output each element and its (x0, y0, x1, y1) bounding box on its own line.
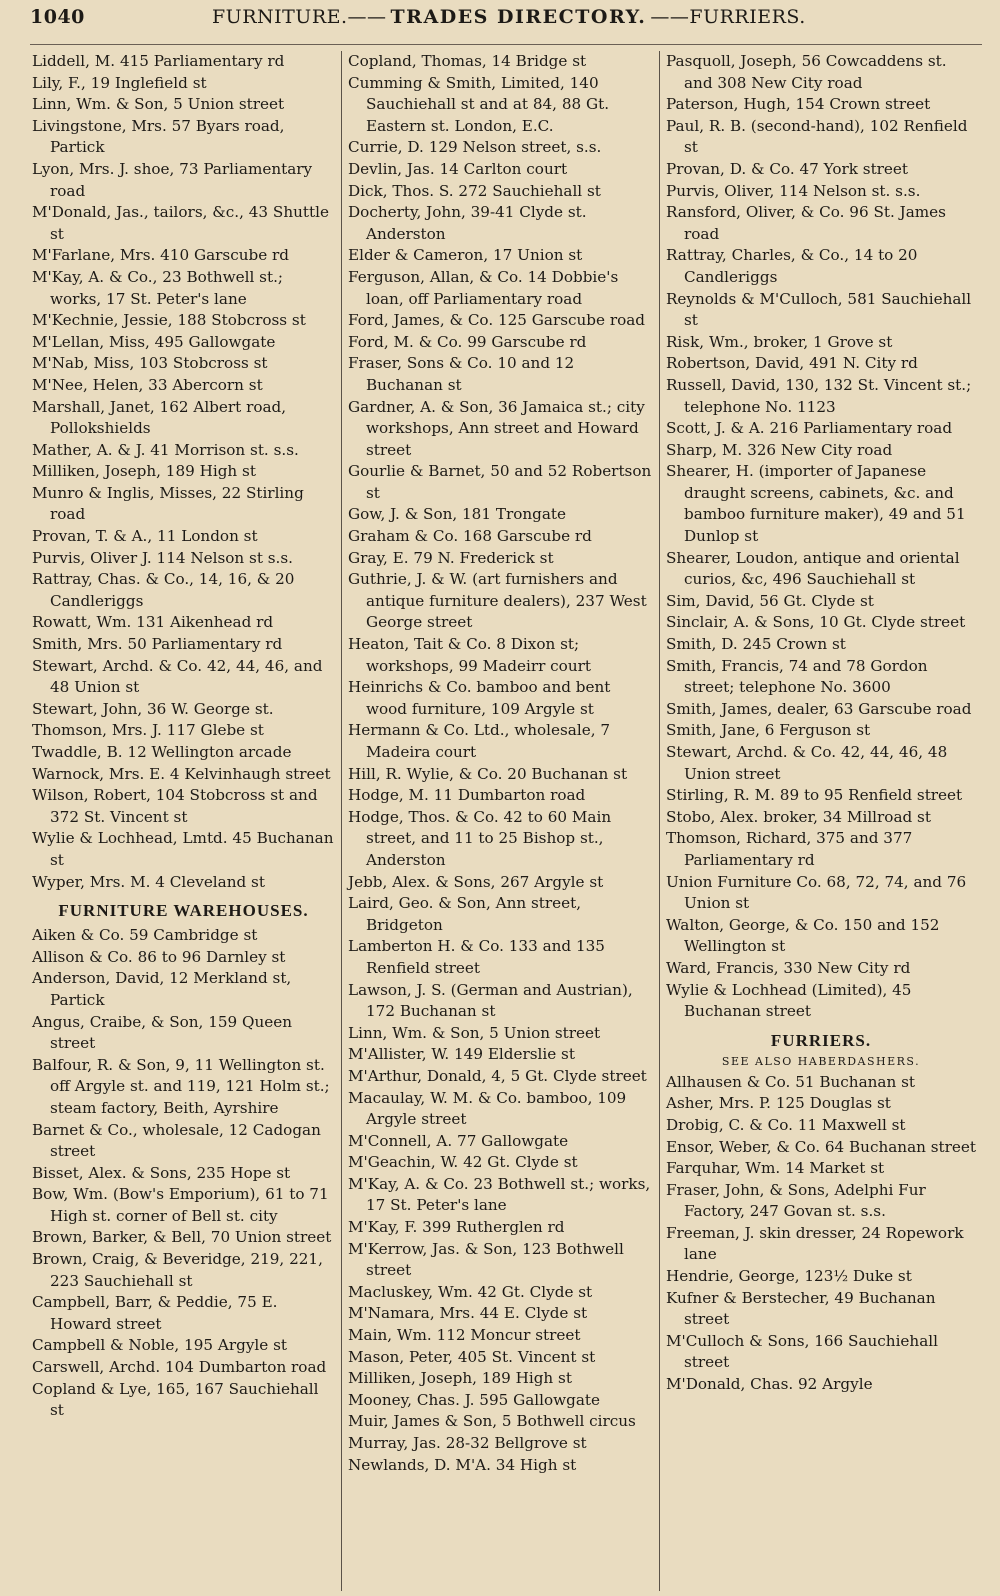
directory-entry: Mason, Peter, 405 St. Vincent st (348, 1347, 596, 1366)
directory-entry: M'Geachin, W. 42 Gt. Clyde st (348, 1153, 578, 1172)
directory-entry: Provan, T. & A., 11 London st (32, 527, 258, 546)
directory-entry: Thomson, Richard, 375 and 377 Parliamentary rd (666, 829, 913, 869)
directory-entry: Fraser, John, & Sons, Adelphi Fur Factory, 247 Govan st. s.s. (666, 1180, 926, 1221)
directory-entry: M'Arthur, Donald, 4, 5 Gt. Clyde street (348, 1066, 647, 1085)
directory-entry: Gourlie & Barnet, 50 and 52 Robertson st (348, 462, 652, 502)
directory-entry: Murray, Jas. 28-32 Bellgrove st (348, 1434, 587, 1452)
directory-entry: Smith, James, dealer, 63 Garscube road (666, 699, 972, 718)
directory-entry: Hill, R. Wylie, & Co. 20 Buchanan st (348, 764, 628, 783)
directory-entry: Lyon, Mrs. J. shoe, 73 Parliamentary road (32, 159, 313, 200)
directory-entry: Stewart, Archd. & Co. 42, 44, 46, and 48 Union st (32, 656, 323, 697)
directory-entry: Ford, James, & Co. 125 Garscube road (348, 311, 646, 330)
directory-entry: Heaton, Tait & Co. 8 Dixon st; workshops, 99 Madeirr court (348, 635, 591, 675)
directory-entry: Docherty, John, 39-41 Clyde st. Anderston (348, 203, 587, 243)
directory-entry: M'Namara, Mrs. 44 E. Clyde st (348, 1304, 588, 1323)
directory-entry: Ford, M. & Co. 99 Garscube rd (348, 332, 587, 351)
directory-entry: M'Nee, Helen, 33 Abercorn st (32, 375, 263, 394)
directory-entry: Aiken & Co. 59 Cambridge st (32, 926, 258, 945)
directory-entry: Devlin, Jas. 14 Carlton court (348, 159, 568, 178)
directory-entry: Stewart, Archd. & Co. 42, 44, 46, 48 Union street (666, 743, 948, 783)
directory-entry: Wilson, Robert, 104 Stobcross st and 372 St. Vincent st (32, 786, 318, 826)
directory-entry: M'Donald, Jas., tailors, &c., 43 Shuttle st (32, 203, 329, 243)
directory-entry: Macluskey, Wm. 42 Gt. Clyde st (348, 1282, 593, 1301)
directory-entry: Fraser, Sons & Co. 10 and 12 Buchanan st (348, 354, 575, 394)
directory-entry: Freeman, J. skin dresser, 24 Ropework lane (666, 1223, 964, 1264)
directory-entry: Smith, Francis, 74 and 78 Gordon street; telephone No. 3600 (666, 656, 928, 697)
directory-entry: M'Kay, A. & Co., 23 Bothwell st.; works, 17 St. Peter's lane (32, 267, 284, 308)
page-number: 1040 (30, 6, 85, 28)
directory-entry: M'Connell, A. 77 Gallowgate (348, 1131, 569, 1150)
directory-entry: Hermann & Co. Ltd., wholesale, 7 Madeira court (348, 721, 611, 761)
directory-entry: Russell, David, 130, 132 St. Vincent st.; telephone No. 1123 (666, 375, 972, 416)
directory-entry: Copland, Thomas, 14 Bridge st (348, 52, 587, 70)
section-note: SEE ALSO HABERDASHERS. (721, 1054, 921, 1068)
directory-entry: Gray, E. 79 N. Frederick st (348, 548, 554, 567)
directory-entry: Ferguson, Allan, & Co. 14 Dobbie's loan, off Parliamentary road (348, 267, 619, 308)
directory-entry: M'Kay, F. 399 Rutherglen rd (348, 1218, 565, 1237)
directory-entry: Warnock, Mrs. E. 4 Kelvinhaugh street (32, 764, 331, 783)
directory-entry: Purvis, Oliver, 114 Nelson st. s.s. (666, 181, 921, 200)
directory-entry: Hodge, Thos. & Co. 42 to 60 Main street, and 11 to 25 Bishop st., Anderston (348, 807, 612, 869)
directory-entry: Provan, D. & Co. 47 York street (666, 159, 909, 178)
section-heading: FURNITURE WAREHOUSES. (58, 901, 309, 921)
directory-entry: Bisset, Alex. & Sons, 235 Hope st (32, 1163, 291, 1182)
directory-entry: Sim, David, 56 Gt. Clyde st (666, 591, 874, 610)
directory-entry: Smith, Jane, 6 Ferguson st (666, 721, 871, 740)
directory-entry: Gardner, A. & Son, 36 Jamaica st.; city workshops, Ann street and Howard street (348, 397, 645, 459)
directory-entry: Heinrichs & Co. bamboo and bent wood furniture, 109 Argyle st (348, 678, 611, 718)
directory-entry: Union Furniture Co. 68, 72, 74, and 76 Union st (666, 872, 967, 913)
directory-entry: Ward, Francis, 330 New City rd (666, 958, 911, 977)
directory-entry: Thomson, Mrs. J. 117 Glebe st (32, 721, 264, 740)
directory-entry: Sinclair, A. & Sons, 10 Gt. Clyde street (666, 613, 966, 632)
directory-entry: Twaddle, B. 12 Wellington arcade (32, 743, 292, 761)
directory-entry: M'Lellan, Miss, 495 Gallowgate (32, 332, 276, 351)
directory-entry: Hendrie, George, 123½ Duke st (666, 1267, 912, 1286)
directory-entry: Stewart, John, 36 W. George st. (32, 699, 274, 718)
column-2 (342, 51, 660, 1591)
directory-entry: Graham & Co. 168 Garscube rd (348, 527, 592, 546)
directory-entry: Paul, R. B. (second-hand), 102 Renfield st (666, 116, 968, 157)
directory-entry: Lily, F., 19 Inglefield st (32, 73, 207, 92)
directory-entry: Smith, D. 245 Crown st (666, 635, 846, 654)
directory-entry: Guthrie, J. & W. (art furnishers and antique furniture dealers), 237 West George street (348, 570, 647, 632)
directory-entry: Carswell, Archd. 104 Dumbarton road (32, 1358, 327, 1377)
directory-entry: M'Farlane, Mrs. 410 Garscube rd (32, 246, 290, 265)
directory-entry: Purvis, Oliver J. 114 Nelson st s.s. (32, 548, 293, 567)
directory-entry: Lamberton H. & Co. 133 and 135 Renfield street (348, 937, 605, 977)
section-heading: FURRIERS. (770, 1030, 872, 1050)
directory-entry: Gow, J. & Son, 181 Trongate (348, 505, 567, 524)
directory-entry: M'Kechnie, Jessie, 188 Stobcross st (32, 311, 306, 330)
directory-entry: Laird, Geo. & Son, Ann street, Bridgeton (348, 894, 582, 934)
directory-entry: Newlands, D. M'A. 34 High st (348, 1455, 577, 1474)
page-header: 1040 FURNITURE. —— TRADES DIRECTORY. —— FURRIERS. (30, 6, 982, 45)
directory-entry: Shearer, H. (importer of Japanese draught screens, cabinets, &c. and bamboo furniture maker), 49 and 51 Dunlop st (666, 462, 966, 546)
directory-entry: Liddell, M. 415 Parliamentary rd (32, 52, 285, 70)
directory-entry: M'Donald, Chas. 92 Argyle (666, 1375, 873, 1394)
directory-entry: Milliken, Joseph, 189 High st (348, 1369, 572, 1388)
directory-entry: Livingstone, Mrs. 57 Byars road, Partick (32, 116, 285, 157)
directory-entry: Barnet & Co., wholesale, 12 Cadogan street (32, 1120, 321, 1161)
directory-entry: Pasquoll, Joseph, 56 Cowcaddens st. and 308 New City road (666, 52, 947, 92)
directory-entry: Asher, Mrs. P. 125 Douglas st (666, 1094, 891, 1113)
directory-entry: Risk, Wm., broker, 1 Grove st (666, 332, 893, 351)
directory-entry: Linn, Wm. & Son, 5 Union street (32, 95, 285, 114)
directory-entry: Dick, Thos. S. 272 Sauchiehall st (348, 181, 601, 200)
directory-entry: Robertson, David, 491 N. City rd (666, 354, 918, 373)
directory-entry: Rattray, Charles, & Co., 14 to 20 Candleriggs (666, 246, 918, 286)
directory-entry: Farquhar, Wm. 14 Market st (666, 1159, 885, 1178)
directory-entry: Cumming & Smith, Limited, 140 Sauchiehall st and at 84, 88 Gt. Eastern st. London, E.C. (348, 73, 610, 135)
directory-entry: Stobo, Alex. broker, 34 Millroad st (666, 807, 931, 826)
column-3 (660, 51, 982, 1591)
directory-entry: Allison & Co. 86 to 96 Darnley st (32, 947, 286, 966)
directory-entry: Balfour, R. & Son, 9, 11 Wellington st. off Argyle st. and 119, 121 Holm st.; steam factory, Beith, Ayrshire (32, 1055, 330, 1117)
directory-entry: Walton, George, & Co. 150 and 152 Wellington st (666, 915, 940, 956)
directory-entry: Mather, A. & J. 41 Morrison st. s.s. (32, 440, 299, 459)
directory-entry: Hodge, M. 11 Dumbarton road (348, 786, 586, 805)
directory-entry: Rowatt, Wm. 131 Aikenhead rd (32, 613, 274, 632)
directory-entry: Allhausen & Co. 51 Buchanan st (666, 1072, 915, 1091)
directory-entry: Currie, D. 129 Nelson street, s.s. (348, 138, 602, 157)
directory-entry: Wylie & Lochhead, Lmtd. 45 Buchanan st (32, 829, 334, 869)
directory-entry: Jebb, Alex. & Sons, 267 Argyle st (348, 872, 604, 891)
directory-entry: Ensor, Weber, & Co. 64 Buchanan street (666, 1137, 976, 1156)
directory-entry: Milliken, Joseph, 189 High st (32, 462, 256, 481)
directory-entry: Wyper, Mrs. M. 4 Cleveland st (32, 872, 265, 891)
header-right: FURRIERS. (689, 6, 806, 28)
column-1 (30, 51, 342, 1591)
directory-entry: Muir, James & Son, 5 Bothwell circus (348, 1412, 636, 1431)
directory-entry: M'Kay, A. & Co. 23 Bothwell st.; works, 17 St. Peter's lane (348, 1174, 651, 1215)
directory-entry: Munro & Inglis, Misses, 22 Stirling road (32, 483, 304, 524)
directory-entry: Stirling, R. M. 89 to 95 Renfield street (666, 786, 963, 805)
directory-entry: Reynolds & M'Culloch, 581 Sauchiehall st (666, 289, 972, 330)
directory-entry: M'Culloch & Sons, 166 Sauchiehall street (666, 1331, 938, 1372)
header-center: TRADES DIRECTORY. (390, 6, 647, 28)
directory-entry: Marshall, Janet, 162 Albert road, Pollokshields (32, 397, 287, 438)
directory-entry: Campbell, Barr, & Peddie, 75 E. Howard street (32, 1293, 278, 1333)
directory-entry: Sharp, M. 326 New City road (666, 440, 893, 459)
directory-entry: Paterson, Hugh, 154 Crown street (666, 95, 931, 114)
header-left: FURNITURE. (212, 6, 348, 28)
directory-entry: Smith, Mrs. 50 Parliamentary rd (32, 635, 283, 654)
directory-entry: Bow, Wm. (Bow's Emporium), 61 to 71 High st. corner of Bell st. city (32, 1185, 329, 1225)
directory-entry: Brown, Barker, & Bell, 70 Union street (32, 1228, 332, 1247)
directory-entry: Kufner & Berstecher, 49 Buchanan street (666, 1288, 936, 1329)
directory-entry: Copland & Lye, 165, 167 Sauchiehall st (32, 1379, 319, 1420)
directory-entry: Campbell & Noble, 195 Argyle st (32, 1336, 287, 1355)
directory-entry: Linn, Wm. & Son, 5 Union street (348, 1023, 601, 1042)
directory-entry: Anderson, David, 12 Merkland st, Partick (32, 969, 292, 1009)
directory-entry: Brown, Craig, & Beveridge, 219, 221, 223 Sauchiehall st (32, 1250, 323, 1290)
directory-entry: Drobig, C. & Co. 11 Maxwell st (666, 1115, 906, 1134)
directory-entry: M'Allister, W. 149 Elderslie st (348, 1045, 575, 1064)
directory-entry: M'Nab, Miss, 103 Stobcross st (32, 354, 268, 373)
directory-entry: Elder & Cameron, 17 Union st (348, 246, 583, 265)
directory-entry: Lawson, J. S. (German and Austrian), 172 Buchanan st (348, 980, 633, 1021)
directory-entry: Wylie & Lochhead (Limited), 45 Buchanan street (666, 980, 912, 1021)
directory-entry: Mooney, Chas. J. 595 Gallowgate (348, 1390, 601, 1409)
directory-entry: Shearer, Loudon, antique and oriental curios, &c, 496 Sauchiehall st (666, 548, 960, 589)
directory-entry: Scott, J. & A. 216 Parliamentary road (666, 419, 953, 438)
directory-entry: Main, Wm. 112 Moncur street (348, 1326, 581, 1345)
directory-entry: Macaulay, W. M. & Co. bamboo, 109 Argyle street (348, 1088, 627, 1129)
directory-entry: Rattray, Chas. & Co., 14, 16, & 20 Candleriggs (32, 570, 295, 610)
directory-entry: Angus, Craibe, & Son, 159 Queen street (32, 1012, 292, 1053)
columns (30, 51, 982, 1591)
directory-entry: Ransford, Oliver, & Co. 96 St. James road (666, 203, 946, 243)
directory-entry: M'Kerrow, Jas. & Son, 123 Bothwell street (348, 1239, 624, 1280)
